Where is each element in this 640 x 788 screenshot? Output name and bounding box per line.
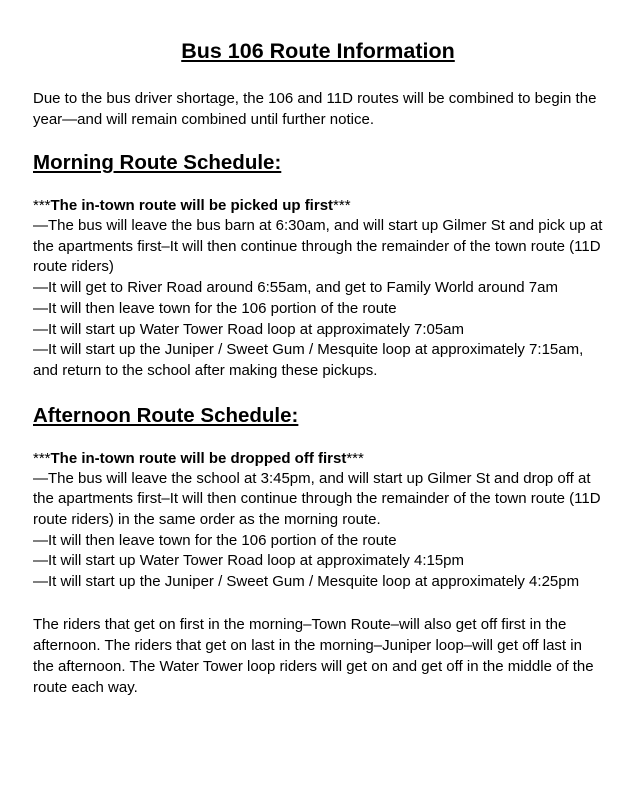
afternoon-line-1: —The bus will leave the school at 3:45pm, and will start up Gilmer St and drop off at the apartments first–It will then continue through the remainder of the town route (11D route riders) in the same order as the morning route. [33,469,601,529]
morning-lead-suffix: *** [333,197,351,214]
morning-schedule-list [33,216,603,382]
closing-paragraph: The riders that get on first in the morning–Town Route–will also get off first in the afternoon. The riders that get on last in the morning–Juniper loop–will get off last in the afternoon. The Water Tower loop riders will get on and get off in the middle of the route each way. [33,615,594,696]
afternoon-lead-text: The in-town route will be dropped off first [50,449,347,467]
afternoon-line-4: —It will start up the Juniper / Sweet Gum / Mesquite loop at approximately 4:25pm [33,573,580,591]
afternoon-line-3: —It will start up Water Tower Road loop at approximately 4:15pm [33,552,465,570]
afternoon-schedule-list [33,469,603,593]
afternoon-lead-prefix: *** [33,449,51,467]
morning-line-3: —It will then leave town for the 106 portion of the route [33,299,397,317]
morning-lead-text: The in-town route will be picked up first [50,197,334,214]
page-title: Bus 106 Route Information [181,39,455,63]
intro-paragraph: Due to the bus driver shortage, the 106 and 11D routes will be combined to begin the year—and will remain combined until further notice. [33,90,597,128]
morning-section-heading: Morning Route Schedule: [33,151,282,174]
morning-line-5: —It will start up the Juniper / Sweet Gum / Mesquite loop at approximately 7:15am, and return to the school after making these pickups. [33,341,584,379]
afternoon-section-heading: Afternoon Route Schedule: [33,403,299,427]
afternoon-lead-suffix: *** [346,449,364,467]
morning-line-2: —It will get to River Road around 6:55am, and get to Family World around 7am [33,279,558,297]
morning-lead [33,195,603,216]
morning-line-4: —It will start up Water Tower Road loop at approximately 7:05am [33,320,465,338]
afternoon-lead [33,448,603,469]
morning-lead-prefix: *** [33,197,51,214]
document-page [33,36,603,698]
morning-line-1: —The bus will leave the bus barn at 6:30am, and will start up Gilmer St and pick up at the apartments first–It will then continue through the remainder of the town route (11D route riders) [33,217,603,276]
afternoon-line-2: —It will then leave town for the 106 portion of the route [33,531,397,549]
